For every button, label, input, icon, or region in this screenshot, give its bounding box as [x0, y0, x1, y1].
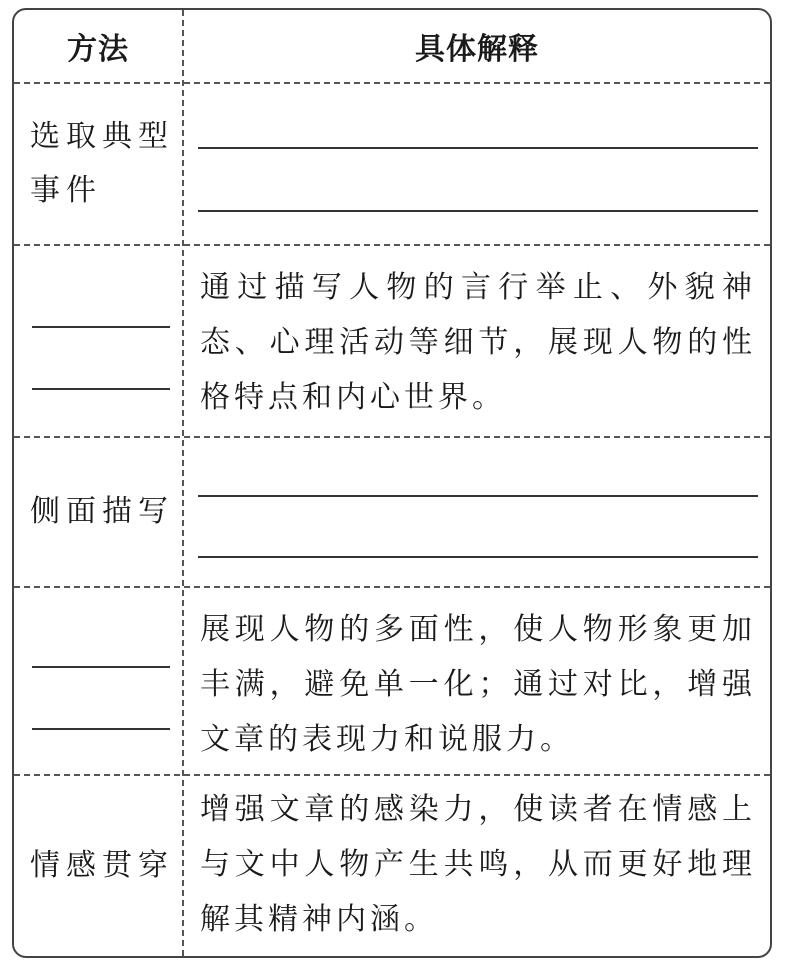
answer-blank-line	[198, 495, 758, 497]
methods-table	[12, 8, 772, 958]
answer-blank-line	[32, 666, 170, 668]
row-2-method	[14, 246, 182, 436]
row-1-method: 选取典型事件	[30, 119, 174, 208]
answer-blank-line	[198, 147, 758, 149]
header-method: 方法	[67, 32, 129, 67]
row-4-method	[14, 588, 182, 774]
row-3-method: 侧面描写	[30, 494, 174, 529]
answer-blank-line	[32, 728, 170, 730]
answer-blank-line	[198, 210, 758, 212]
row-5-explanation: 增强文章的感染力，使读者在情感上与文中人物产生共鸣，从而更好地理解其精神内涵。	[200, 792, 756, 937]
row-1-explanation	[184, 84, 770, 244]
answer-blank-line	[198, 556, 758, 558]
row-5-method: 情感贯穿	[30, 848, 174, 883]
answer-blank-line	[32, 326, 170, 328]
answer-blank-line	[32, 388, 170, 390]
row-2-explanation: 通过描写人物的言行举止、外貌神态、心理活动等细节，展现人物的性格特点和内心世界。	[200, 270, 756, 415]
row-4-explanation: 展现人物的多面性，使人物形象更加丰满，避免单一化；通过对比，增强文章的表现力和说服力。	[200, 612, 756, 757]
row-3-explanation	[184, 438, 770, 586]
header-explanation: 具体解释	[415, 32, 539, 67]
